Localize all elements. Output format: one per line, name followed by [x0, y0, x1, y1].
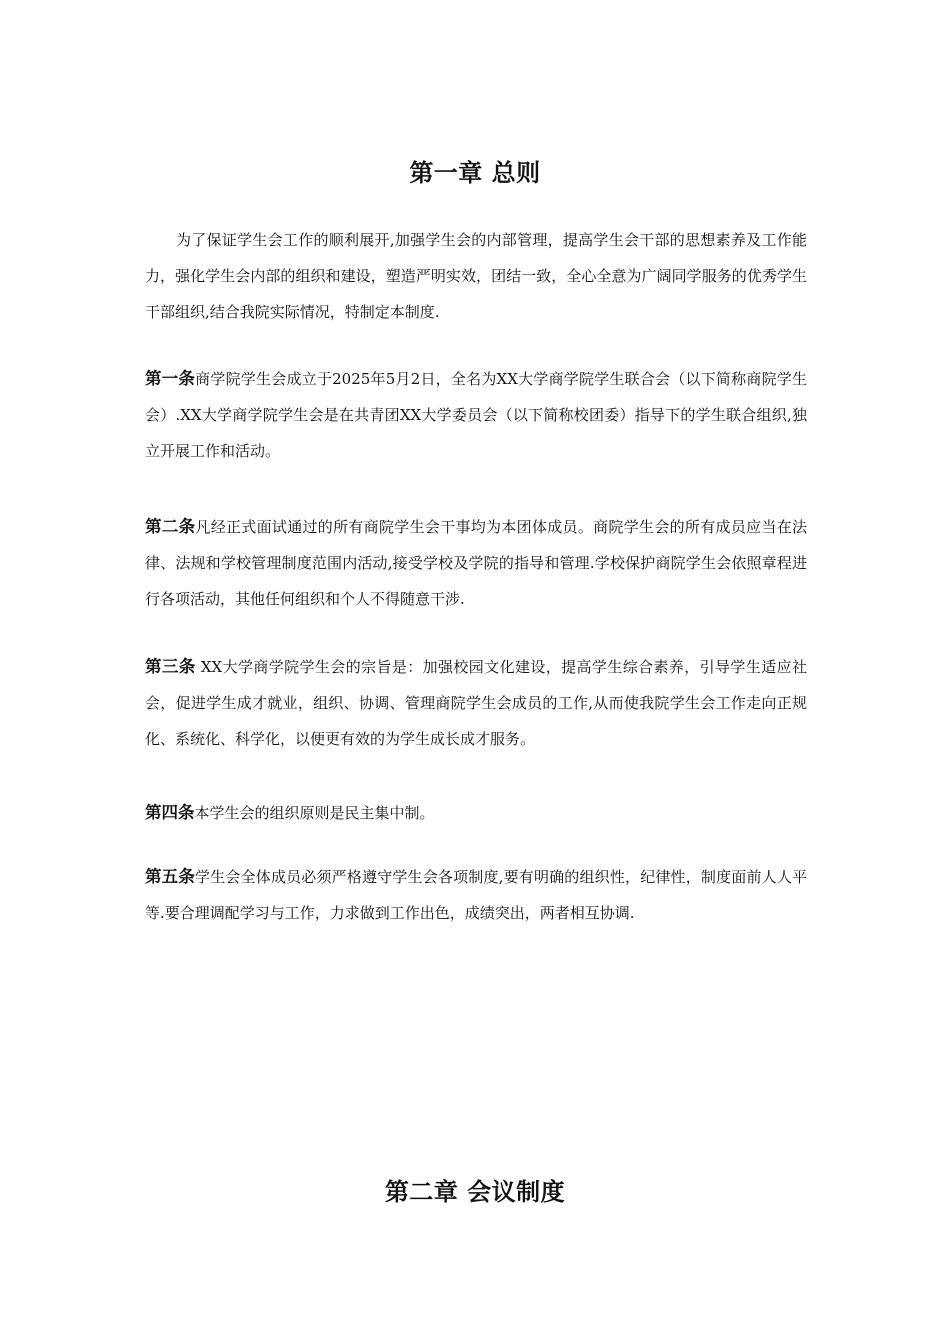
article-2 [145, 509, 807, 617]
article-1-text: 商学院学生会成立于2025年5月2日，全名为XX大学商学院学生联合会（以下简称商院学生会）.XX大学商学院学生会是在共青团XX大学委员会（以下简称校团委）指导下的学生联合组织,独立开展工作和活动。 [145, 370, 808, 460]
article-1-label: 第一条 [145, 369, 196, 388]
article-3-text: XX大学商学院学生会的宗旨是：加强校园文化建设，提高学生综合素养，引导学生适应社会，促进学生成才就业，组织、协调、管理商院学生会成员的工作,从而使我院学生会工作走向正规化、系统化、科学化，以便更有效的为学生成长成才服务。 [145, 658, 807, 748]
article-5-label: 第五条 [145, 867, 196, 886]
chapter-2-title: 第二章 会议制度 [384, 1178, 566, 1206]
chapter-1-preamble: 为了保证学生会工作的顺利展开,加强学生会的内部管理，提高学生会干部的思想素养及工作能力，强化学生会内部的组织和建设，塑造严明实效，团结一致，全心全意为广阔同学服务的优秀学生干部组织,结合我院实际情况，特制定本制度. [145, 231, 807, 321]
article-1 [145, 361, 807, 469]
chapter-1-title: 第一章 总则 [409, 159, 541, 187]
article-2-text: 凡经正式面试通过的所有商院学生会干事均为本团体成员。商院学生会的所有成员应当在法律、法规和学校管理制度范围内活动,接受学校及学院的指导和管理.学校保护商院学生会依照章程进行各项活动，其他任何组织和个人不得随意干涉. [145, 518, 808, 608]
article-5 [145, 859, 807, 931]
article-4-text: 本学生会的组织原则是民主集中制。 [194, 804, 435, 822]
article-5-text: 学生会全体成员必须严格遵守学生会各项制度,要有明确的组织性，纪律性，制度面前人人平等.要合理调配学习与工作，力求做到工作出色，成绩突出，两者相互协调. [145, 868, 807, 922]
article-4 [145, 795, 807, 831]
article-4-label: 第四条 [145, 803, 195, 822]
article-3-label: 第三条 [145, 657, 196, 676]
article-2-label: 第二条 [145, 517, 196, 536]
article-3 [145, 649, 807, 757]
